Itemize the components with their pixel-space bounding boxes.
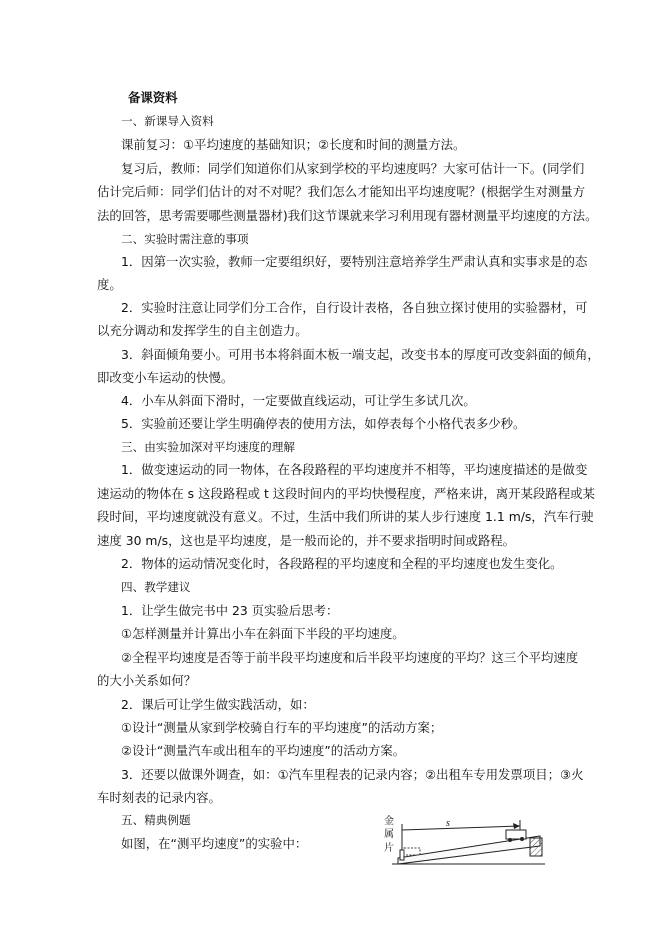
car-wheel <box>520 837 524 841</box>
list-item: 以充分调动和发挥学生的自主创造力。 <box>97 323 308 338</box>
paragraph: 估计完后师：同学们估计的对不对呢？我们怎么才能知出平均速度呢？(根据学生对测量方 <box>97 184 586 199</box>
incline-plane <box>398 836 540 864</box>
list-item: ①怎样测量并计算出小车在斜面下半段的平均速度。 <box>121 626 405 641</box>
list-item: 5．实验前还要让学生明确停表的使用方法，如停表每个小格代表多少秒。 <box>121 416 526 431</box>
incline-diagram <box>380 812 550 872</box>
list-item: 速运动的物体在 s 这段路程或 t 这段时间内的平均快慢程度，严格来讲，离开某段路程或某 <box>97 486 595 501</box>
car-wheel <box>508 838 512 842</box>
list-item: 2．物体的运动情况变化时，各段路程的平均速度和全程的平均速度也发生变化。 <box>121 556 563 571</box>
list-item: 1．因第一次实验，教师一定要组织好，要特别注意培养学生严肃认真和实事求是的态 <box>121 254 588 269</box>
list-item: 3．还要以做课外调查，如：①汽车里程表的记录内容；②出租车专用发票项目；③火 <box>121 767 584 782</box>
list-item: 1．让学生做完书中 23 页实验后思考： <box>121 603 339 618</box>
list-item: 1．做变速运动的同一物体，在各段路程的平均速度并不相等，平均速度描述的是做变 <box>121 462 588 477</box>
distance-label: s <box>446 818 450 829</box>
paragraph: 法的回答，思考需要哪些测量器材)我们这节课就来学习利用现有器材测量平均速度的方法。 <box>97 208 598 223</box>
support-block <box>530 838 542 856</box>
list-item: ①设计“测量从家到学校骑自行车的平均速度”的活动方案； <box>121 720 443 735</box>
metal-label-3: 片 <box>384 843 394 854</box>
section-heading-4: 四、教学建议 <box>121 580 191 594</box>
section-heading-3: 三、由实验加深对平均速度的理解 <box>121 440 295 454</box>
list-item: 4．小车从斜面下滑时，一定要做直线运动，可让学生多试几次。 <box>121 393 476 408</box>
list-item: 度。 <box>97 277 122 292</box>
list-item: 即改变小车运动的快慢。 <box>97 370 234 385</box>
paragraph: 课前复习：①平均速度的基础知识；②长度和时间的测量方法。 <box>121 137 466 152</box>
section-heading-1: 一、新课导入资料 <box>121 114 214 128</box>
list-item: 段时间，平均速度就没有意义。不过，生活中我们所讲的某人步行速度 1.1 m/s，汽车行驶 <box>97 509 594 524</box>
list-item: 车时刻表的记录内容。 <box>97 790 221 805</box>
doc-title: 备课资料 <box>128 90 178 105</box>
list-item: ②设计“测量汽车或出租车的平均速度”的活动方案。 <box>121 743 406 758</box>
list-item: 速度 30 m/s，这也是平均速度，是一般而论的，并不要求指明时间或路程。 <box>97 533 516 548</box>
section-heading-2: 二、实验时需注意的事项 <box>121 232 249 246</box>
list-item: 的大小关系如何？ <box>97 673 197 688</box>
section-heading-5: 五、精典例题 <box>121 813 191 827</box>
paragraph: 复习后，教师：同学们知道你们从家到学校的平均速度吗？大家可估计一下。(同学们 <box>121 161 585 176</box>
metal-plate <box>400 850 404 860</box>
incline-figure <box>380 812 550 872</box>
list-item: ②全程平均速度是否等于前半段平均速度和后半段平均速度的平均？这三个平均速度 <box>121 650 579 665</box>
metal-label-1: 金 <box>384 816 394 827</box>
car-dashed-outline <box>404 848 420 855</box>
arrow-head <box>513 823 520 829</box>
list-item: 2．实验时注意让同学们分工合作，自行设计表格，各自独立探讨使用的实验器材，可 <box>121 300 588 315</box>
distance-arrow <box>402 826 520 830</box>
list-item: 3．斜面倾角要小。可用书本将斜面木板一端支起，改变书本的厚度可改变斜面的倾角， <box>121 347 600 362</box>
list-item: 2．课后可让学生做实践活动，如： <box>121 697 315 712</box>
paragraph: 如图，在“测平均速度”的实验中： <box>121 836 308 851</box>
metal-label-2: 属 <box>384 829 394 840</box>
